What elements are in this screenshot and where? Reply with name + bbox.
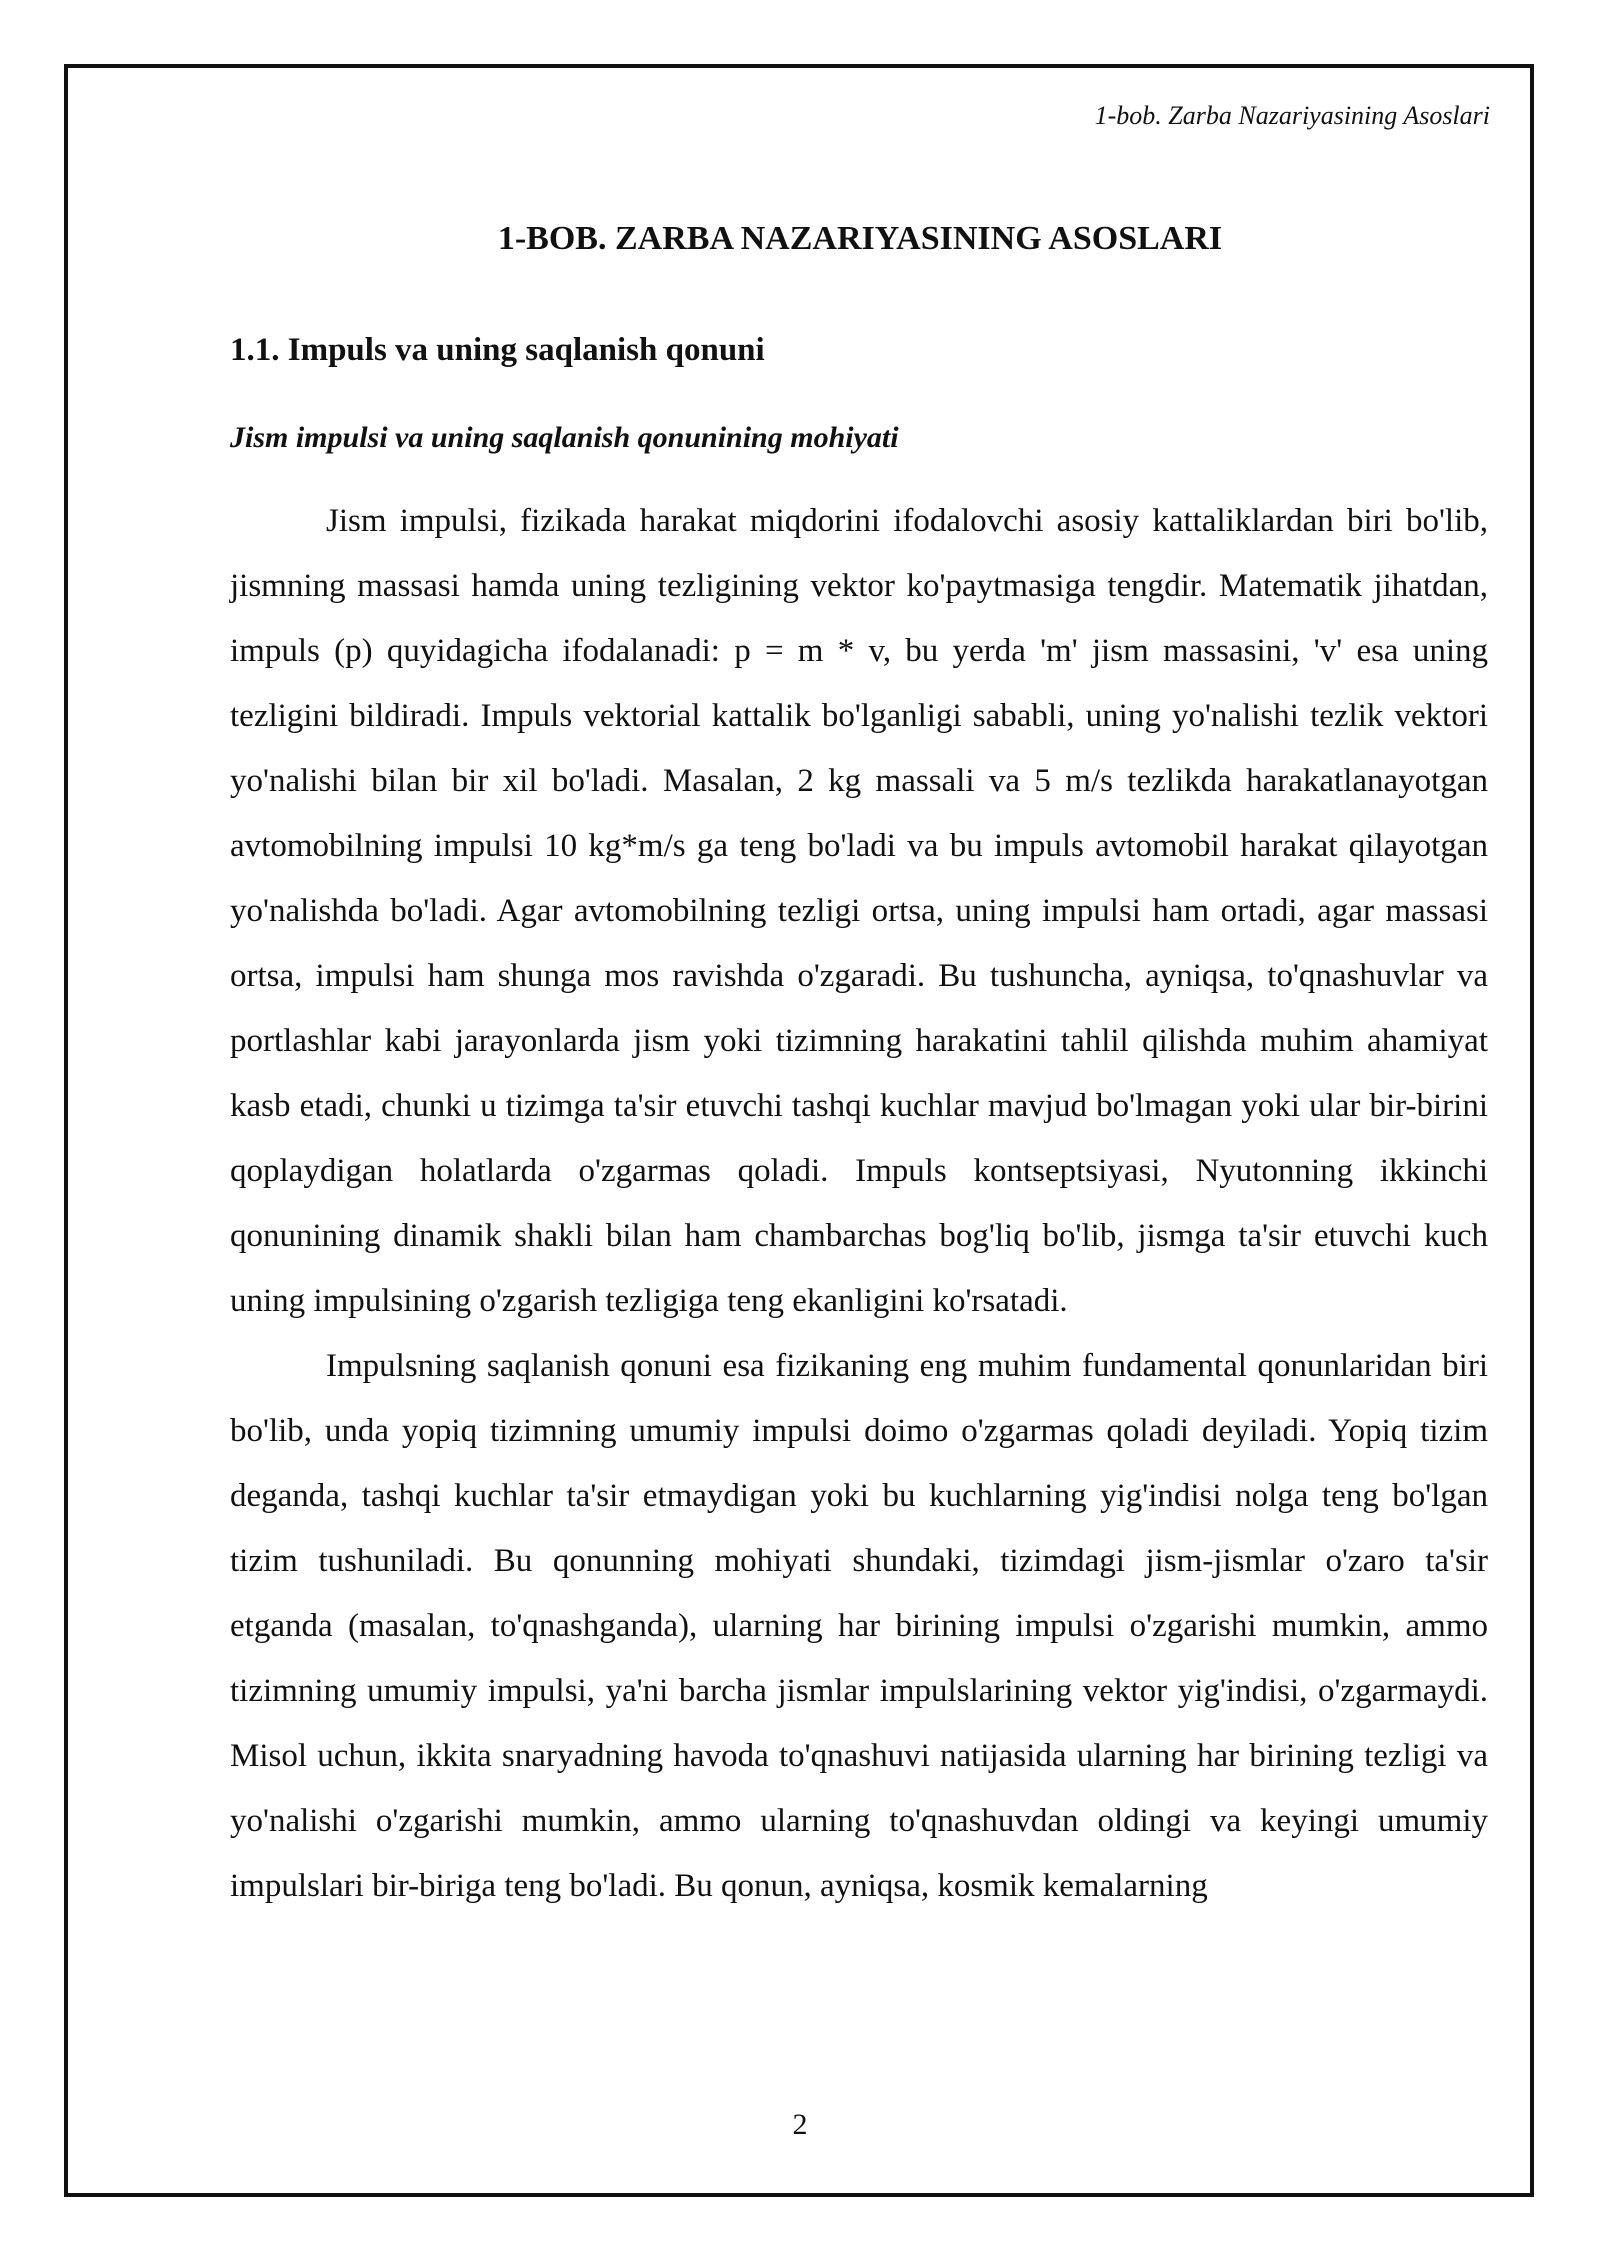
- paragraph: Impulsning saqlanish qonuni esa fizikaning eng muhim fundamental qonunlaridan biri bo'lib, unda yopiq tizimning umumiy impulsi doimo o'zgarmas qoladi deyiladi. Yopiq tizim deganda, tashqi kuchlar ta'sir etmaydigan yoki bu kuchlarning yig'indisi nolga teng bo'lgan tizim tushuniladi. Bu qonunning mohiyati shundaki, tizimdagi jism-jismlar o'zaro ta'sir etganda (masalan, to'qnashganda), ularning har birining impulsi o'zgarishi mumkin, ammo tizimning umumiy impulsi, ya'ni barcha jismlar impulslarining vektor yig'indisi, o'zgarmaydi. Misol uchun, ikkita snaryadning havoda to'qnashuvi natijasida ularning har birining tezligi va yo'nalishi o'zgarishi mumkin, ammo ularning to'qnashuvdan oldingi va keyingi umumiy impulslari bir-biriga teng bo'ladi. Bu qonun, ayniqsa, kosmik kemalarning: [230, 1348, 1488, 1904]
- body-text: [230, 489, 1488, 1919]
- chapter-title: 1-BOB. ZARBA NAZARIYASINING ASOSLARI: [497, 220, 1223, 257]
- running-header: 1-bob. Zarba Nazariyasining Asoslari: [1094, 101, 1490, 130]
- section-title: 1.1. Impuls va uning saqlanish qonuni: [230, 332, 765, 368]
- paragraph: Jism impulsi, fizikada harakat miqdorini ifodalovchi asosiy kattaliklardan biri bo'lib, jismning massasi hamda uning tezligining vektor ko'paytmasiga tengdir. Matematik jihatdan, impuls (p) quyidagicha ifodalanadi: p = m * v, bu yerda 'm' jism massasini, 'v' esa uning tezligini bildiradi. Impuls vektorial kattalik bo'lganligi sababli, uning yo'nalishi tezlik vektori yo'nalishi bilan bir xil bo'ladi. Masalan, 2 kg massali va 5 m/s tezlikda harakatlanayotgan avtomobilning impulsi 10 kg*m/s ga teng bo'ladi va bu impuls avtomobil harakat qilayotgan yo'nalishda bo'ladi. Agar avtomobilning tezligi ortsa, uning impulsi ham ortadi, agar massasi ortsa, impulsi ham shunga mos ravishda o'zgaradi. Bu tushuncha, ayniqsa, to'qnashuvlar va portlashlar kabi jarayonlarda jism yoki tizimning harakatini tahlil qilishda muhim ahamiyat kasb etadi, chunki u tizimga ta'sir etuvchi tashqi kuchlar mavjud bo'lmagan yoki ular bir-birini qoplaydigan holatlarda o'zgarmas qoladi. Impuls kontseptsiyasi, Nyutonning ikkinchi qonunining dinamik shakli bilan ham chambarchas bog'liq bo'lib, jismga ta'sir etuvchi kuch uning impulsining o'zgarish tezligiga teng ekanligini ko'rsatadi.: [230, 503, 1488, 1319]
- subsection-title: Jism impulsi va uning saqlanish qonunining mohiyati: [230, 421, 899, 454]
- page-number: 2: [792, 2108, 808, 2141]
